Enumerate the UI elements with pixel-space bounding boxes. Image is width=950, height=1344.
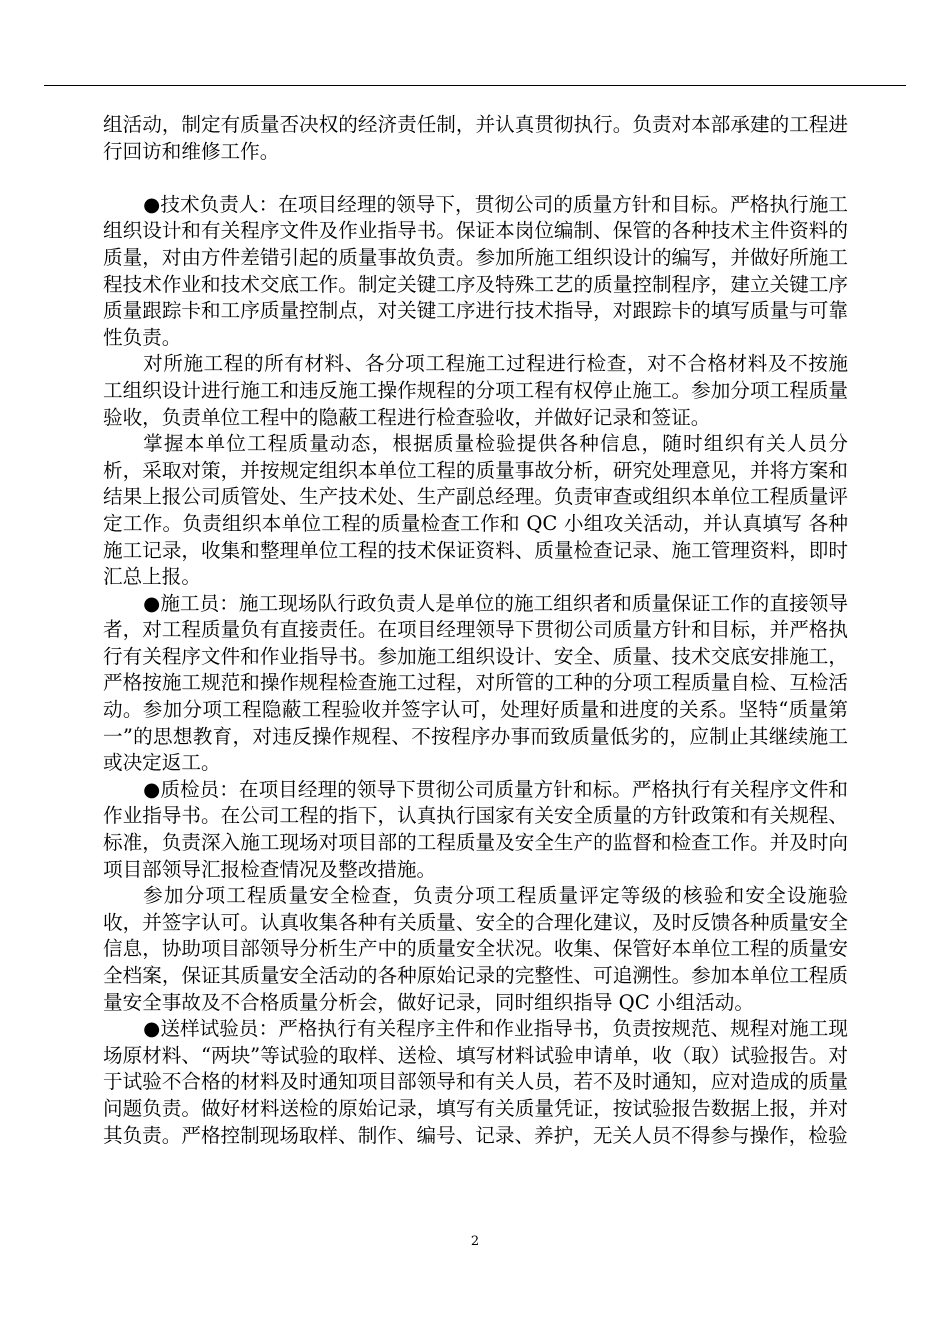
paragraph-quality-inspector: ●质检员：在项目经理的领导下贯彻公司质量方针和标。严格执行有关程序文件和作业指导书。在公司工程的指下，认真执行国家有关安全质量的方针政策和有关规程、标准，负责深入施工现场对项目部的工程质量及安全生产的监督和检查工作。并及时向项目部领导汇报检查情况及整改措施。: [103, 777, 848, 881]
header-rule: [44, 85, 906, 86]
paragraph: 参加分项工程质量安全检查，负责分项工程质量评定等级的核验和安全设施验收，并签字认可。认真收集各种有关质量、安全的合理化建议，及时反馈各种质量安全信息，协助项目部领导分析生产中的质量安全状况。收集、保管好本单位工程的质量安全档案，保证其质量安全活动的各种原始记录的完整性、可追溯性。参加本单位工程质量安全事故及不合格质量分析会，做好记录，同时组织指导 QC 小组活动。: [103, 884, 848, 1014]
document-body: [103, 112, 848, 1149]
paragraph: 组活动，制定有质量否决权的经济责任制，并认真贯彻执行。负责对本部承建的工程进行回访和维修工作。: [103, 113, 848, 163]
paragraph: 对所施工程的所有材料、各分项工程施工过程进行检查，对不合格材料及不按施工组织设计进行施工和违反施工操作规程的分项工程有权停止施工。参加分项工程质量验收，负责单位工程中的隐蔽工程进行检查验收，并做好记录和签证。: [103, 352, 848, 429]
paragraph: 掌握本单位工程质量动态，根据质量检验提供各种信息，随时组织有关人员分析，采取对策，并按规定组织本单位工程的质量事故分析，研究处理意见，并将方案和结果上报公司质管处、生产技术处、生产副总经理。负责审查或组织本单位工程质量评定工作。负责组织本单位工程的质量检查工作和 QC 小组攻关活动，并认真填写 各种施工记录，收集和整理单位工程的技术保证资料、质量检查记录、施工管理资料，即时汇总上报。: [103, 432, 848, 589]
page-number: 2: [470, 1234, 480, 1249]
paragraph-gap: [103, 165, 848, 192]
paragraph-construction-worker: ●施工员：施工现场队行政负责人是单位的施工组织者和质量保证工作的直接领导者，对工程质量负有直接责任。在项目经理领导下贯彻公司质量方针和目标，并严格执行有关程序文件和作业指导书。参加施工组织设计、安全、质量、技术交底安排施工，严格按施工规范和操作规程检查施工过程，对所管的工种的分项工程质量自检、互检活动。参加分项工程隐蔽工程验收并签字认可，处理好质量和进度的关系。坚特“质量第一”的思想教育，对违反操作规程、不按程序办事而致质量低劣的，应制止其继续施工或决定返工。: [103, 591, 848, 775]
paragraph-technical-lead: ●技术负责人：在项目经理的领导下，贯彻公司的质量方针和目标。严格执行施工组织设计和有关程序文件及作业指导书。保证本岗位编制、保管的各种技术主件资料的质量，对由方件差错引起的质量事故负责。参加所施工组织设计的编写，并做好所施工程技术作业和技术交底工作。制定关键工序及特殊工艺的质量控制程序，建立关键工序质量跟踪卡和工序质量控制点，对关键工序进行技术指导，对跟踪卡的填写质量与可靠性负责。: [103, 192, 848, 349]
paragraph-sample-tester: ●送样试验员：严格执行有关程序主件和作业指导书，负责按规范、规程对施工现场原材料、“两块”等试验的取样、送检、填写材料试验申请单，收（取）试验报告。对于试验不合格的材料及时通知项目部领导和有关人员，若不及时通知，应对造成的质量问题负责。做好材料送检的原始记录，填写有关质量凭证，按试验报告数据上报，并对其负责。严格控制现场取样、制作、编号、记录、养护，无关人员不得参与操作，检验: [103, 1017, 849, 1147]
